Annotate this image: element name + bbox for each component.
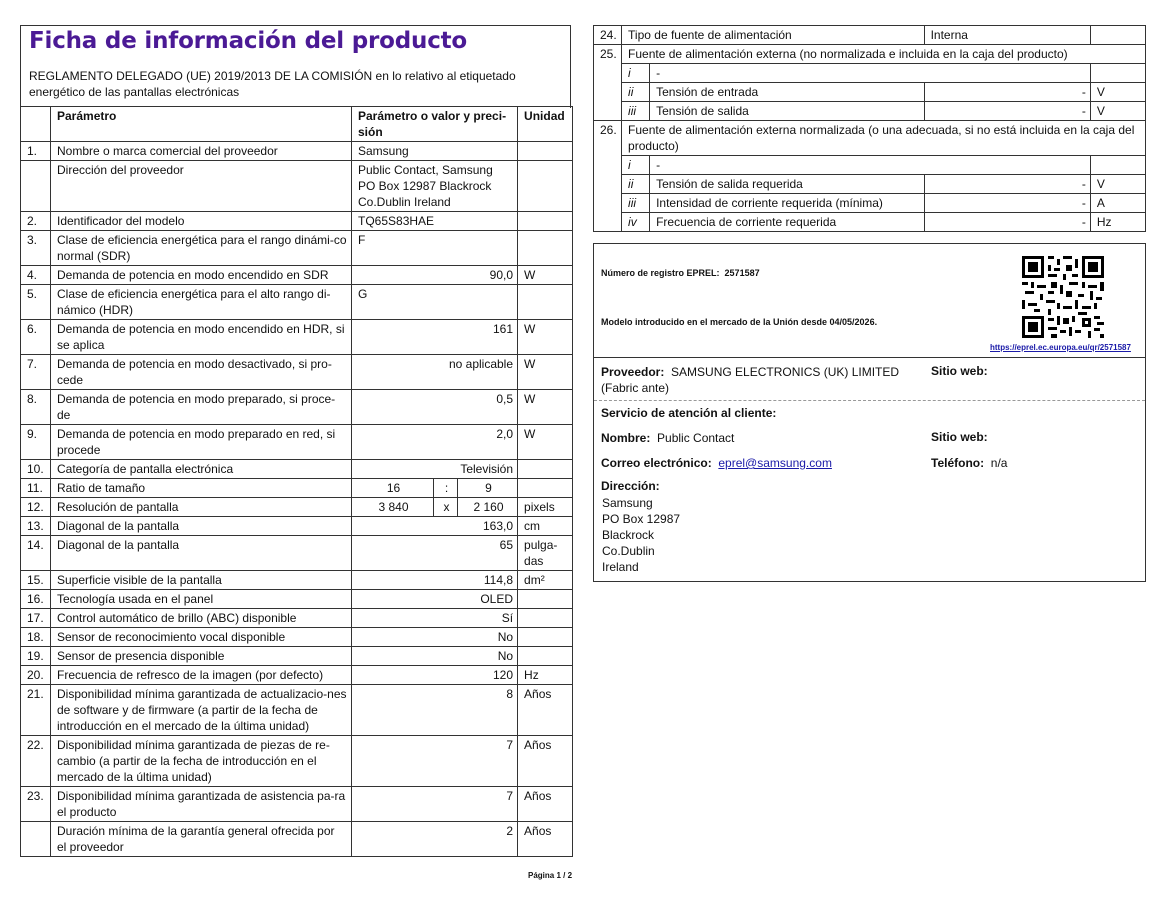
row-number: 20.	[21, 666, 51, 685]
sub-value: -	[924, 194, 1090, 213]
value-cell: TQ65S83HAE	[352, 212, 518, 231]
table-row	[21, 666, 573, 685]
row-number: 19.	[21, 647, 51, 666]
separator-cell: x	[434, 498, 458, 517]
parameter-cell: Demanda de potencia en modo encendido en HDR, si se aplica	[51, 320, 352, 355]
unit-cell	[518, 460, 573, 479]
header-value: Parámetro o valor y preci-sión	[352, 107, 518, 142]
roman-numeral: iii	[622, 194, 650, 213]
row-number: 5.	[21, 285, 51, 320]
row-value: Interna	[924, 26, 1090, 45]
unit-cell: Hz	[518, 666, 573, 685]
table-row	[21, 460, 573, 479]
row-26-iv	[594, 213, 1146, 232]
power-supply-table	[593, 25, 1146, 232]
roman-numeral: iv	[622, 213, 650, 232]
unit-cell: Años	[518, 736, 573, 787]
value-cell: 120	[352, 666, 518, 685]
phone-label: Teléfono:	[931, 456, 985, 470]
row-25-iii	[594, 102, 1146, 121]
table-row	[21, 517, 573, 536]
row-number: 10.	[21, 460, 51, 479]
table-row	[21, 266, 573, 285]
row-number: 9.	[21, 425, 51, 460]
address-label: Dirección:	[601, 479, 660, 493]
address-line: Samsung	[602, 496, 653, 510]
row-number: 2.	[21, 212, 51, 231]
value-cell: G	[352, 285, 518, 320]
parameter-cell: Frecuencia de refresco de la imagen (por defecto)	[51, 666, 352, 685]
parameter-cell: Diagonal de la pantalla	[51, 536, 352, 571]
table-row	[21, 212, 573, 231]
sub-unit: Hz	[1090, 213, 1145, 232]
parameter-cell: Control automático de brillo (ABC) disponible	[51, 609, 352, 628]
table-row	[21, 628, 573, 647]
value-cell: no aplicable	[352, 355, 518, 390]
row-25-i	[594, 64, 1146, 83]
row-label: Tipo de fuente de alimentación	[622, 26, 925, 45]
name-value: Public Contact	[657, 431, 735, 445]
row-number: 14.	[21, 536, 51, 571]
table-row	[21, 355, 573, 390]
sub-unit	[1090, 156, 1145, 175]
table-row	[21, 320, 573, 355]
sub-value: -	[924, 102, 1090, 121]
row-number: 6.	[21, 320, 51, 355]
value-cell: F	[352, 231, 518, 266]
table-row	[21, 142, 573, 161]
parameter-cell: Disponibilidad mínima garantizada de piezas de re-cambio (a partir de la fecha de introducción en el mercado de la última unidad)	[51, 736, 352, 787]
unit-cell	[518, 590, 573, 609]
unit-cell	[518, 479, 573, 498]
email-link[interactable]: eprel@samsung.com	[718, 456, 832, 470]
row-26-iii	[594, 194, 1146, 213]
parameter-cell: Superficie visible de la pantalla	[51, 571, 352, 590]
parameter-cell: Categoría de pantalla electrónica	[51, 460, 352, 479]
unit-cell	[518, 212, 573, 231]
table-row	[21, 390, 573, 425]
table-row	[21, 498, 573, 517]
table-row	[21, 285, 573, 320]
phone-value: n/a	[990, 456, 1008, 470]
unit-cell: Años	[518, 787, 573, 822]
unit-cell	[518, 142, 573, 161]
website-label: Sitio web:	[931, 364, 988, 378]
parameter-cell: Sensor de presencia disponible	[51, 647, 352, 666]
unit-cell: W	[518, 425, 573, 460]
sub-label: Intensidad de corriente requerida (mínima)	[650, 194, 925, 213]
address-block	[602, 495, 680, 575]
divider	[594, 400, 1145, 401]
address-line: PO Box 12987	[602, 512, 681, 526]
value-cell: Samsung	[352, 142, 518, 161]
parameter-cell: Demanda de potencia en modo preparado en red, si procede	[51, 425, 352, 460]
parameter-cell: Tecnología usada en el panel	[51, 590, 352, 609]
sub-value: -	[924, 175, 1090, 194]
sub-label: Tensión de salida requerida	[650, 175, 925, 194]
table-row	[21, 479, 573, 498]
parameter-cell: Disponibilidad mínima garantizada de asistencia pa-ra el producto	[51, 787, 352, 822]
row-number	[21, 161, 51, 212]
value-cell: Public Contact, Samsung PO Box 12987 Blackrock Co.Dublin Ireland	[352, 161, 518, 212]
divider	[594, 357, 1145, 358]
qr-code-icon	[1022, 256, 1104, 338]
row-number: 4.	[21, 266, 51, 285]
value-cell: No	[352, 647, 518, 666]
row-number: 1.	[21, 142, 51, 161]
unit-cell	[518, 285, 573, 320]
website2-label: Sitio web:	[931, 430, 988, 444]
row-num: 26.	[594, 121, 622, 232]
table-row	[21, 161, 573, 212]
row-number: 11.	[21, 479, 51, 498]
address-line: Co.Dublin	[602, 544, 655, 558]
row-26-ii	[594, 175, 1146, 194]
unit-cell: W	[518, 355, 573, 390]
row-number: 18.	[21, 628, 51, 647]
sub-unit: V	[1090, 83, 1145, 102]
unit-cell: pulga-das	[518, 536, 573, 571]
value-cell: Televisión	[352, 460, 518, 479]
unit-cell: W	[518, 390, 573, 425]
sub-label: -	[650, 156, 1091, 175]
row-number: 15.	[21, 571, 51, 590]
row-unit	[1090, 26, 1145, 45]
value-cell: 8	[352, 685, 518, 736]
value-cell: 2	[352, 822, 518, 857]
email-line	[601, 455, 832, 471]
row-label: Fuente de alimentación externa normalizada (o una adecuada, si no está incluida en la caja del producto)	[622, 121, 1146, 156]
unit-cell	[518, 161, 573, 212]
unit-cell: W	[518, 266, 573, 285]
table-row	[21, 647, 573, 666]
unit-cell	[518, 628, 573, 647]
table-row	[21, 425, 573, 460]
unit-cell: Años	[518, 685, 573, 736]
separator-cell: :	[434, 479, 458, 498]
value-cell: 2,0	[352, 425, 518, 460]
row-number: 13.	[21, 517, 51, 536]
parameter-cell: Clase de eficiencia energética para el rango dinámi-co normal (SDR)	[51, 231, 352, 266]
service-label: Servicio de atención al cliente:	[601, 406, 777, 420]
sub-unit: V	[1090, 102, 1145, 121]
value-cell: OLED	[352, 590, 518, 609]
table-row	[21, 685, 573, 736]
row-number	[21, 822, 51, 857]
supplier-value: SAMSUNG ELECTRONICS (UK) LIMITED (Fabric ante)	[601, 365, 900, 395]
eprel-reg-number: 2571587	[724, 268, 760, 278]
name-label: Nombre:	[601, 431, 651, 445]
unit-cell: dm²	[518, 571, 573, 590]
value-cell: 161	[352, 320, 518, 355]
table-row	[21, 736, 573, 787]
row-number: 17.	[21, 609, 51, 628]
parameter-cell: Duración mínima de la garantía general ofrecida por el proveedor	[51, 822, 352, 857]
sub-label: -	[650, 64, 1091, 83]
row-25-ii	[594, 83, 1146, 102]
table-row	[21, 590, 573, 609]
value-cell: 90,0	[352, 266, 518, 285]
table-row	[21, 231, 573, 266]
address-line: Blackrock	[602, 528, 655, 542]
row-number: 3.	[21, 231, 51, 266]
page-number: Página 1 / 2	[528, 871, 573, 880]
roman-numeral: ii	[622, 175, 650, 194]
row-number: 8.	[21, 390, 51, 425]
roman-numeral: ii	[622, 83, 650, 102]
supplier-label: Proveedor:	[601, 365, 665, 379]
supplier-line	[601, 364, 931, 396]
parameter-cell: Disponibilidad mínima garantizada de actualizacio-nes de software y de firmware (a partir de la fecha de introducción en el mercado de la última unidad)	[51, 685, 352, 736]
unit-cell	[518, 231, 573, 266]
parameter-cell: Ratio de tamaño	[51, 479, 352, 498]
value-cell: 163,0	[352, 517, 518, 536]
unit-cell: Años	[518, 822, 573, 857]
row-26	[594, 121, 1146, 156]
unit-cell: W	[518, 320, 573, 355]
roman-numeral: i	[622, 156, 650, 175]
sub-unit: V	[1090, 175, 1145, 194]
row-num: 25.	[594, 45, 622, 121]
table-row	[21, 609, 573, 628]
email-label: Correo electrónico:	[601, 456, 712, 470]
unit-cell: pixels	[518, 498, 573, 517]
unit-cell	[518, 609, 573, 628]
parameter-cell: Demanda de potencia en modo preparado, si proce-de	[51, 390, 352, 425]
parameter-cell: Sensor de reconocimiento vocal disponible	[51, 628, 352, 647]
roman-numeral: i	[622, 64, 650, 83]
sub-label: Tensión de salida	[650, 102, 925, 121]
eprel-intro: Modelo introducido en el mercado de la Unión desde 04/05/2026.	[601, 317, 878, 327]
eprel-registration	[601, 268, 760, 278]
parameter-cell: Demanda de potencia en modo desactivado, si pro-cede	[51, 355, 352, 390]
sub-value: -	[924, 83, 1090, 102]
value-cell: 114,8	[352, 571, 518, 590]
parameter-cell: Resolución de pantalla	[51, 498, 352, 517]
address-line: Ireland	[602, 560, 639, 574]
row-number: 16.	[21, 590, 51, 609]
value-a-cell: 16	[352, 479, 434, 498]
row-number: 23.	[21, 787, 51, 822]
eprel-reg-label: Número de registro EPREL:	[601, 268, 720, 278]
page-title: Ficha de información del producto	[29, 28, 468, 54]
parameter-cell: Diagonal de la pantalla	[51, 517, 352, 536]
unit-cell	[518, 647, 573, 666]
parameter-cell: Dirección del proveedor	[51, 161, 352, 212]
header-parameter: Parámetro	[51, 107, 352, 142]
unit-cell: cm	[518, 517, 573, 536]
phone-line	[931, 455, 1007, 471]
value-cell: Sí	[352, 609, 518, 628]
sub-unit	[1090, 64, 1145, 83]
eprel-qr-link[interactable]: https://eprel.ec.europa.eu/qr/2571587	[990, 343, 1131, 352]
value-cell: 7	[352, 736, 518, 787]
value-cell: 65	[352, 536, 518, 571]
regulation-text: REGLAMENTO DELEGADO (UE) 2019/2013 DE LA COMISIÓN en lo relativo al etiquetado energético de las pantallas electrónicas	[29, 69, 516, 99]
parameter-cell: Demanda de potencia en modo encendido en SDR	[51, 266, 352, 285]
parameter-cell: Clase de eficiencia energética para el alto rango di-námico (HDR)	[51, 285, 352, 320]
value-b-cell: 2 160	[458, 498, 518, 517]
row-number: 7.	[21, 355, 51, 390]
title-box	[20, 25, 571, 108]
value-cell: 7	[352, 787, 518, 822]
value-cell: No	[352, 628, 518, 647]
eprel-box	[593, 243, 1146, 582]
product-info-table	[20, 106, 573, 857]
row-num: 24.	[594, 26, 622, 45]
row-25	[594, 45, 1146, 64]
row-label: Fuente de alimentación externa (no normalizada e incluida en la caja del producto)	[622, 45, 1146, 64]
value-a-cell: 3 840	[352, 498, 434, 517]
row-24	[594, 26, 1146, 45]
table-header-row	[21, 107, 573, 142]
table-row	[21, 822, 573, 857]
parameter-cell: Identificador del modelo	[51, 212, 352, 231]
roman-numeral: iii	[622, 102, 650, 121]
sub-label: Tensión de entrada	[650, 83, 925, 102]
sub-value: -	[924, 213, 1090, 232]
header-num-cell	[21, 107, 51, 142]
table-row	[21, 536, 573, 571]
table-row	[21, 571, 573, 590]
sub-label: Frecuencia de corriente requerida	[650, 213, 925, 232]
sub-unit: A	[1090, 194, 1145, 213]
row-26-i	[594, 156, 1146, 175]
parameter-cell: Nombre o marca comercial del proveedor	[51, 142, 352, 161]
header-unit: Unidad	[518, 107, 573, 142]
value-cell: 0,5	[352, 390, 518, 425]
row-number: 22.	[21, 736, 51, 787]
contact-name-line	[601, 430, 734, 446]
row-number: 21.	[21, 685, 51, 736]
value-b-cell: 9	[458, 479, 518, 498]
table-row	[21, 787, 573, 822]
row-number: 12.	[21, 498, 51, 517]
